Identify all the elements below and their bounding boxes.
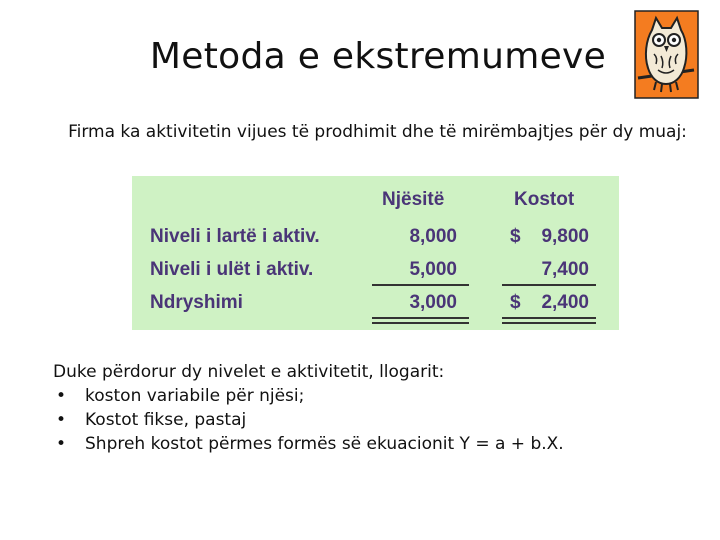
intro-text: Firma ka aktivitetin vijues të prodhimit dhe të mirëmbajtjes për dy muaj: xyxy=(68,122,687,142)
list-item xyxy=(53,384,713,408)
bullet: • xyxy=(56,434,67,454)
slide-title: Metoda e ekstremumeve xyxy=(149,36,607,77)
row-high-cost-symbol: $ xyxy=(510,226,521,247)
instructions-list xyxy=(53,384,713,456)
owl-logo xyxy=(634,10,699,99)
subtotal-line-units xyxy=(372,284,469,286)
header-units: Njësitë xyxy=(382,189,445,210)
cost-table xyxy=(132,176,619,330)
owl-icon xyxy=(634,10,699,99)
subtotal-line-costs xyxy=(502,284,596,286)
instructions xyxy=(53,360,713,456)
list-item-text: Kostot fikse, pastaj xyxy=(85,410,247,430)
row-high-label: Niveli i lartë i aktiv. xyxy=(150,226,320,247)
row-change-cost: 2,400 xyxy=(541,292,589,313)
list-item-text: koston variabile për njësi; xyxy=(85,386,305,406)
row-high-units: 8,000 xyxy=(409,226,457,247)
list-item xyxy=(53,432,713,456)
bullet: • xyxy=(56,386,67,406)
row-low-units: 5,000 xyxy=(409,259,457,280)
total-double-line-units xyxy=(372,317,469,324)
row-high-cost: 9,800 xyxy=(541,226,589,247)
list-item xyxy=(53,408,713,432)
bullet: • xyxy=(56,410,67,430)
instructions-lead: Duke përdorur dy nivelet e aktivitetit, llogarit: xyxy=(53,362,445,382)
row-low-label: Niveli i ulët i aktiv. xyxy=(150,259,314,280)
list-item-text: Shpreh kostot përmes formës së ekuacionit Y = a + b.X. xyxy=(85,434,564,454)
header-costs: Kostot xyxy=(514,189,575,210)
row-change-label: Ndryshimi xyxy=(150,292,243,313)
row-low-cost: 7,400 xyxy=(541,259,589,280)
total-double-line-costs xyxy=(502,317,596,324)
row-change-units: 3,000 xyxy=(409,292,457,313)
row-change-cost-symbol: $ xyxy=(510,292,521,313)
